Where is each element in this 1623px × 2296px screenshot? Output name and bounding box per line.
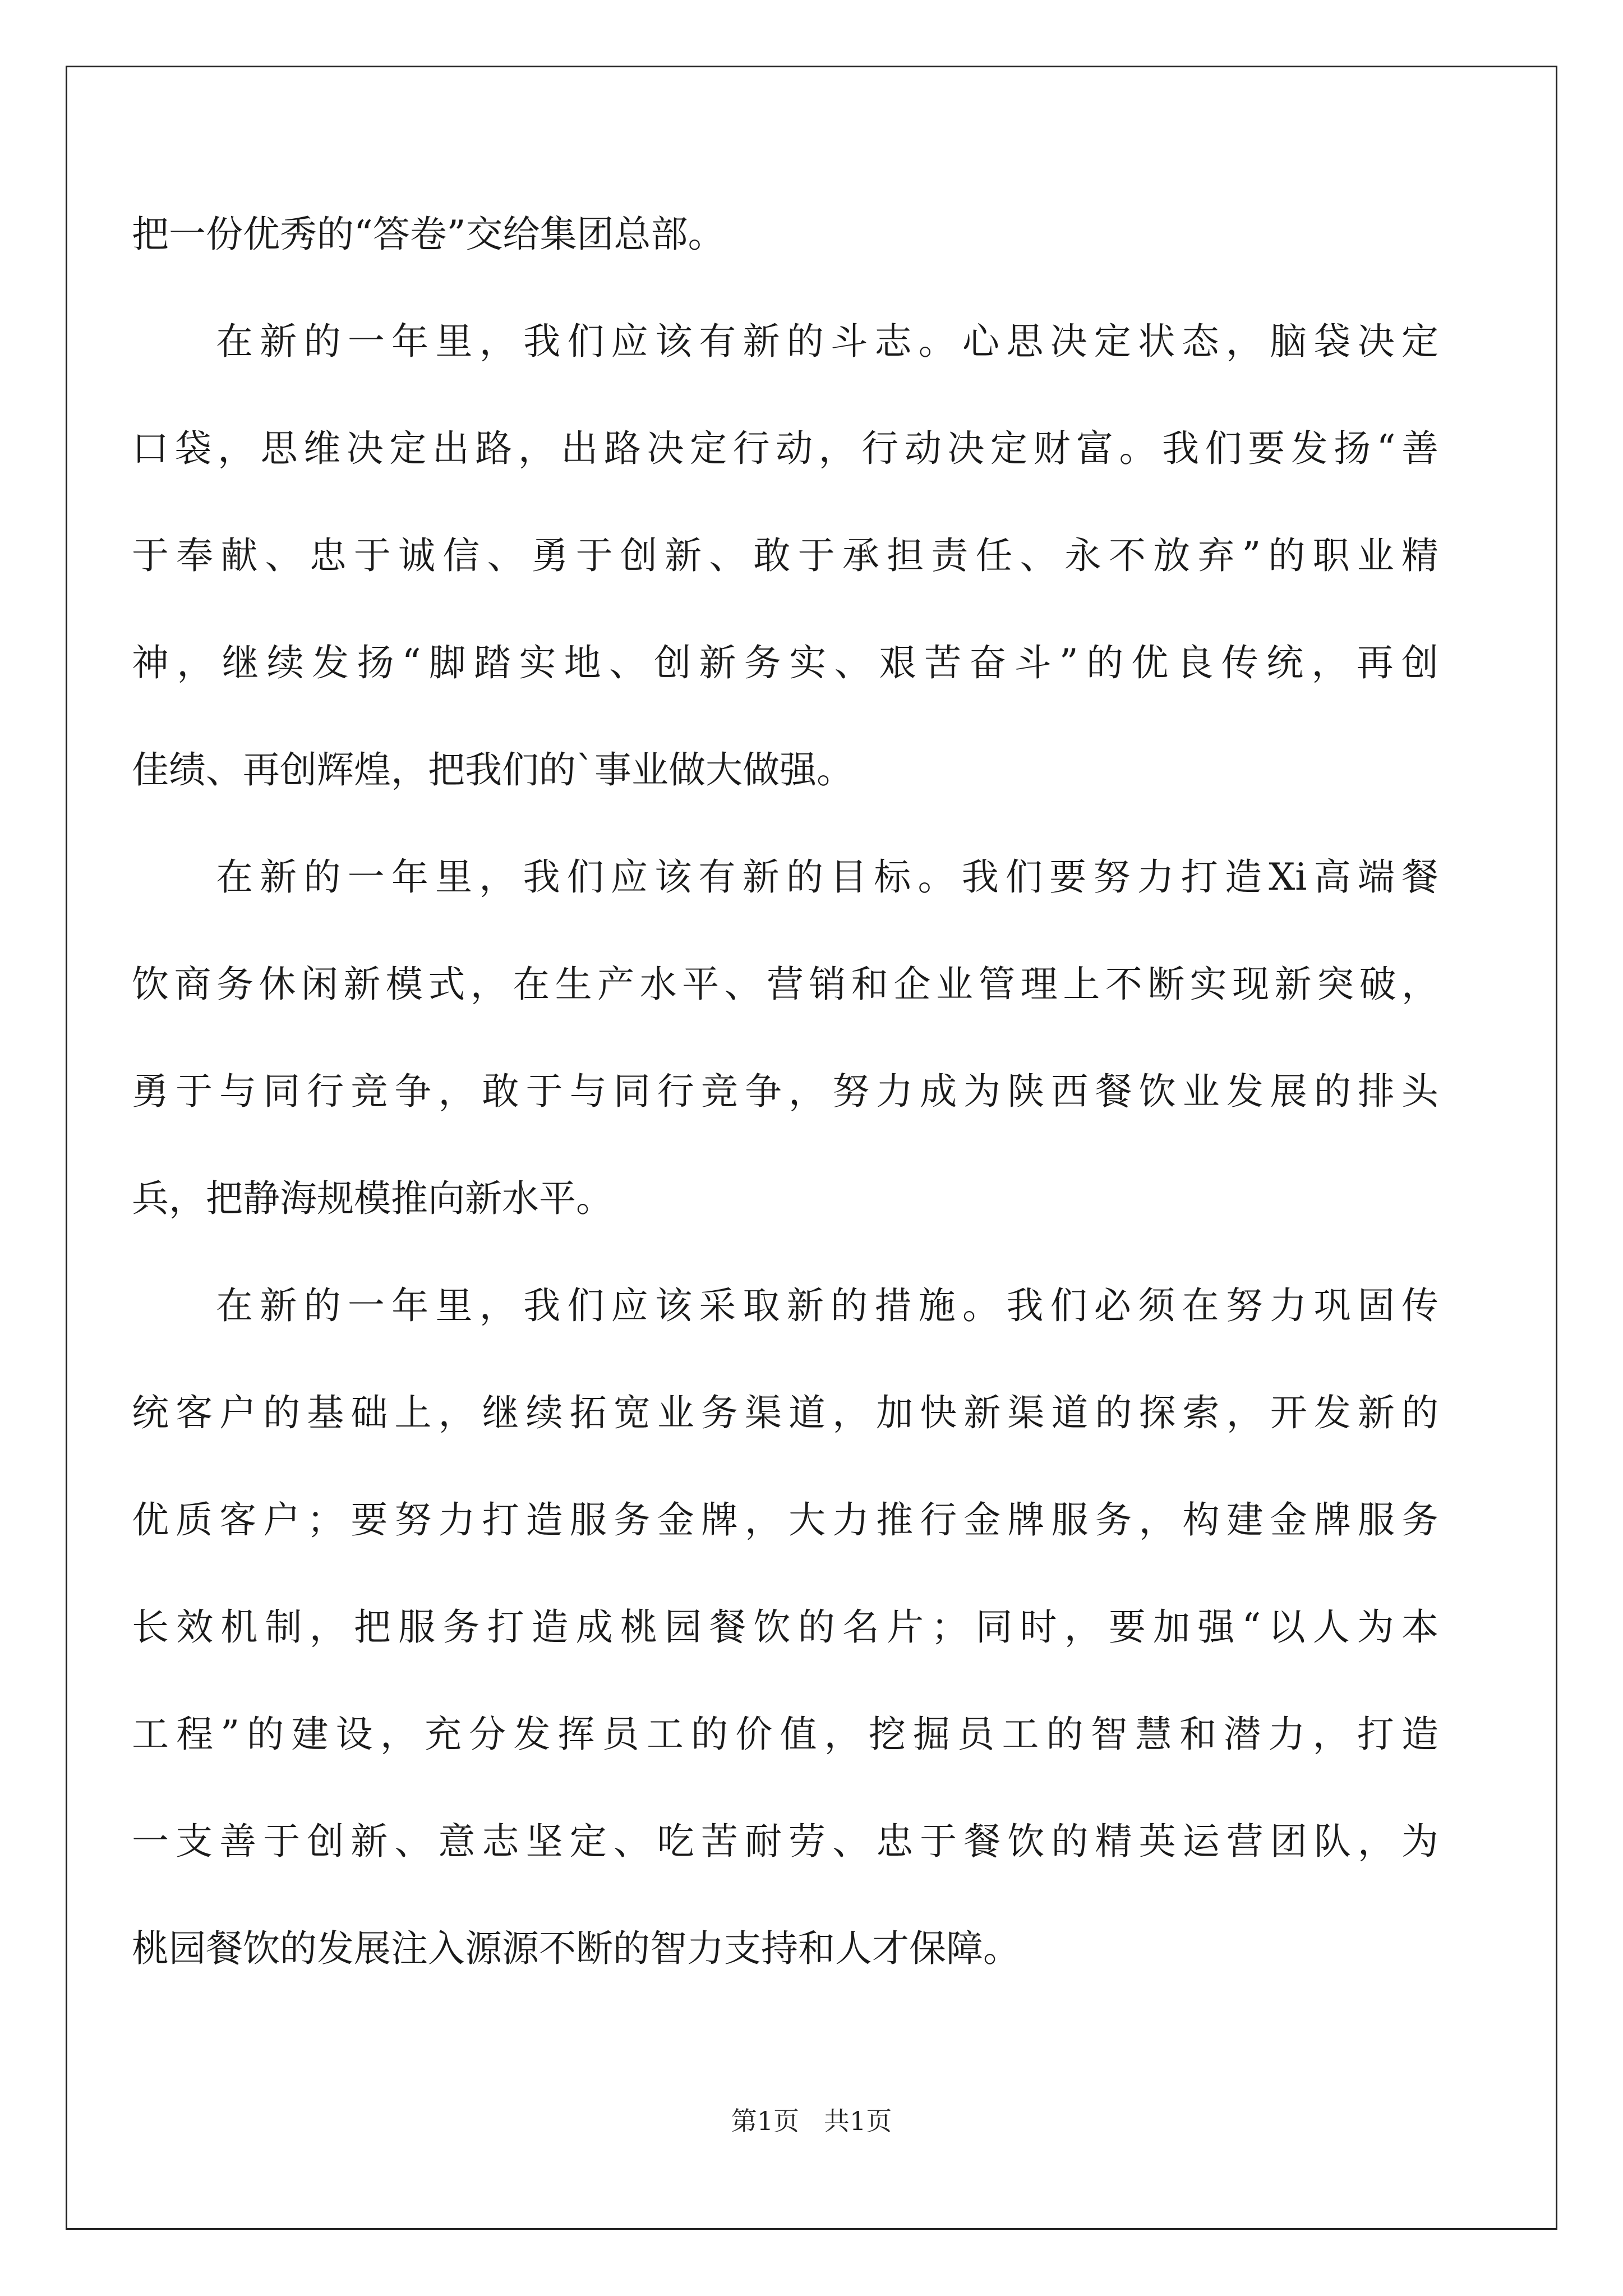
text-line: 饮商务休闲新模式，在生产水平、营销和企业管理上不断实现新突破，	[132, 963, 1438, 1006]
text-line: 在新的一年里，我们应该采取新的措施。我们必须在努力巩固传	[216, 1284, 1438, 1327]
text-line: 佳绩、再创辉煌，把我们的`事业做大做强。	[132, 748, 854, 792]
text-line: 桃园餐饮的发展注入源源不断的智力支持和人才保障。	[132, 1927, 1020, 1970]
text-line: 优质客户；要努力打造服务金牌，大力推行金牌服务，构建金牌服务	[132, 1498, 1438, 1542]
text-line: 工程”的建设，充分发挥员工的价值，挖掘员工的智慧和潜力，打造	[132, 1713, 1438, 1756]
document-body	[132, 213, 1438, 2037]
text-line: 把一份优秀的“答卷”交给集团总部。	[132, 213, 725, 256]
page-footer	[0, 2108, 1623, 2134]
text-line: 一支善于创新、意志坚定、吃苦耐劳、忠于餐饮的精英运营团队，为	[132, 1820, 1438, 1863]
text-line: 长效机制，把服务打造成桃园餐饮的名片；同时，要加强“以人为本	[132, 1605, 1438, 1649]
text-line: 神，继续发扬“脚踏实地、创新务实、艰苦奋斗”的优良传统，再创	[132, 641, 1438, 684]
text-line: 勇于与同行竞争，敢于与同行竞争，努力成为陕西餐饮业发展的排头	[132, 1070, 1438, 1113]
text-line: 统客户的基础上，继续拓宽业务渠道，加快新渠道的探索，开发新的	[132, 1391, 1438, 1434]
footer-separator	[799, 2106, 824, 2136]
text-line: 在新的一年里，我们应该有新的斗志。心思决定状态，脑袋决定	[216, 320, 1438, 363]
text-line: 兵，把静海规模推向新水平。	[132, 1177, 613, 1220]
text-line: 在新的一年里，我们应该有新的目标。我们要努力打造Xi高端餐	[216, 855, 1438, 899]
page-total: 共1页	[823, 2106, 892, 2136]
text-line: 于奉献、忠于诚信、勇于创新、敢于承担责任、永不放弃”的职业精	[132, 534, 1438, 577]
text-line: 口袋，思维决定出路，出路决定行动，行动决定财富。我们要发扬“善	[132, 427, 1438, 470]
page-number: 第1页	[731, 2106, 800, 2136]
